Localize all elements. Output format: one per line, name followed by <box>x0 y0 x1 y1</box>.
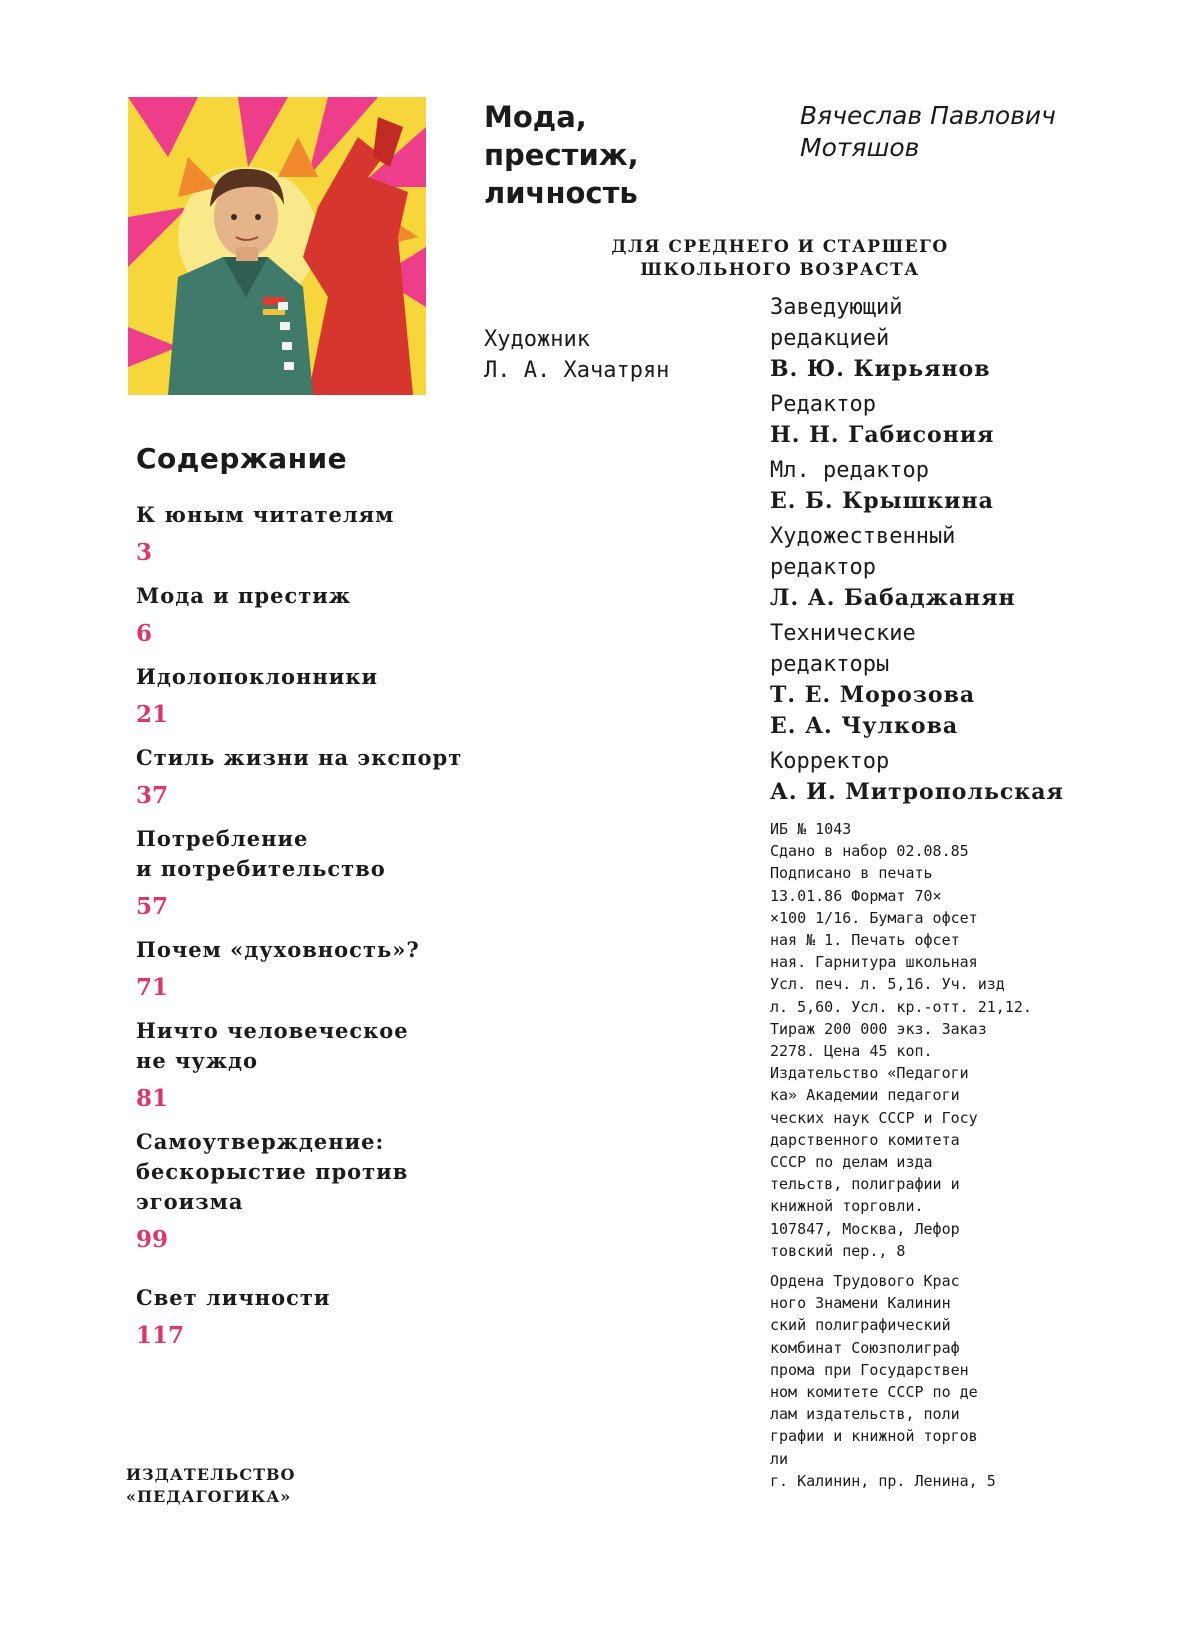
toc-title-line: Самоутверждение: <box>136 1129 385 1154</box>
staff-role: Корректор <box>770 749 890 774</box>
staff-role: Мл. редактор <box>770 458 929 483</box>
toc-page-number: 37 <box>136 782 169 809</box>
contents-heading: Содержание <box>136 442 348 475</box>
staff-block <box>770 618 1190 742</box>
toc-title-line: и потребительство <box>136 856 386 881</box>
author-name <box>800 100 1180 164</box>
staff-name: Е. Б. Крышкина <box>770 488 994 514</box>
toc-page-number: 81 <box>136 1085 169 1112</box>
toc-title-line: Почем «духовность»? <box>136 937 420 962</box>
toc-item <box>136 935 496 1003</box>
printer-line: г. Калинин, пр. Ленина, 5 <box>770 1471 996 1490</box>
toc-title <box>136 1016 496 1076</box>
staff-name: В. Ю. Кирьянов <box>770 356 991 382</box>
printer-line: Ордена Трудового Крас <box>770 1272 960 1291</box>
toc-title-line: эгоизма <box>136 1189 244 1214</box>
toc-title <box>136 500 496 530</box>
staff-name: Л. А. Бабаджанян <box>770 585 1016 611</box>
printer-line: лам издательств, поли <box>770 1405 960 1424</box>
imprint-line: ческих наук СССР и Госу <box>770 1108 978 1127</box>
imprint-line: ИБ № 1043 <box>770 820 852 838</box>
imprint-line: товский пер., 8 <box>770 1241 906 1260</box>
toc-item <box>136 1283 496 1351</box>
book-title-line: престиж, <box>484 138 639 172</box>
staff-name: Т. Е. Морозова <box>770 682 976 708</box>
toc-page-number: 6 <box>136 620 153 647</box>
staff-role: редакторы <box>770 652 890 677</box>
imprint-line: тельств, полиграфии и <box>770 1175 960 1194</box>
staff-credits <box>770 292 1190 812</box>
staff-role: Заведующий <box>770 295 903 320</box>
imprint-line: СССР по делам изда <box>770 1153 933 1172</box>
toc-title-line: бескорыстие против <box>136 1159 409 1184</box>
imprint-line: дарственного комитета <box>770 1130 960 1149</box>
toc-item <box>136 1127 496 1255</box>
author-line: Вячеслав Павлович <box>800 101 1056 130</box>
toc-title <box>136 1283 496 1313</box>
toc-item <box>136 581 496 649</box>
printer-line: прома при Государствен <box>770 1360 969 1379</box>
toc-title <box>136 1127 496 1217</box>
staff-role: Редактор <box>770 392 876 417</box>
audience-note <box>560 236 1000 282</box>
toc-title-line: Ничто человеческое <box>136 1018 409 1043</box>
publisher-line: «ПЕДАГОГИКА» <box>126 1487 292 1506</box>
toc-title-line: Свет личности <box>136 1285 331 1310</box>
printer-line: ли <box>770 1449 789 1468</box>
toc-page-number: 99 <box>136 1226 169 1253</box>
staff-block <box>770 521 1190 614</box>
printer-line: ного Знамени Калинин <box>770 1294 951 1313</box>
toc-page-number: 21 <box>136 701 169 728</box>
imprint-line: Подписано в печать <box>770 864 933 883</box>
staff-name: Н. Н. Габисония <box>770 422 995 448</box>
toc-page-number: 71 <box>136 974 169 1001</box>
imprint-line: Тираж 200 000 экз. Заказ <box>770 1019 987 1038</box>
toc-item <box>136 743 496 811</box>
staff-block <box>770 746 1190 808</box>
imprint-line: Усл. печ. л. 5,16. Уч. изд <box>770 975 1005 994</box>
imprint-line: 2278. Цена 45 коп. <box>770 1042 933 1061</box>
imprint-line: ка» Академии педагоги <box>770 1086 960 1105</box>
artist-role: Художник <box>484 327 590 352</box>
staff-role: редакцией <box>770 326 890 351</box>
printer-line: ном комитете СССР по де <box>770 1383 978 1402</box>
toc-title <box>136 581 496 611</box>
toc-title <box>136 743 496 773</box>
staff-block <box>770 389 1190 451</box>
toc-item <box>136 824 496 922</box>
book-title <box>484 98 734 212</box>
toc-title-line: К юным читателям <box>136 502 395 527</box>
staff-role: Художественный <box>770 524 956 549</box>
printer-line: комбинат Союзполиграф <box>770 1338 960 1357</box>
imprint-line: ная № 1. Печать офсет <box>770 931 960 950</box>
imprint-line: ная. Гарнитура школьная <box>770 953 978 972</box>
staff-block <box>770 292 1190 385</box>
staff-role: Технические <box>770 621 916 646</box>
toc-item <box>136 1016 496 1114</box>
toc-title-line: Мода и престиж <box>136 583 352 608</box>
imprint-line: л. 5,60. Усл. кр.-отт. 21,12. <box>770 997 1032 1016</box>
author-line: Мотяшов <box>800 133 920 162</box>
toc-title <box>136 662 496 692</box>
toc-item <box>136 662 496 730</box>
imprint-line: 107847, Москва, Лефор <box>770 1219 960 1238</box>
staff-name: А. И. Митропольская <box>770 779 1064 805</box>
publisher-line: ИЗДАТЕЛЬСТВО <box>126 1465 296 1484</box>
toc-title-line: Идолопоклонники <box>136 664 379 689</box>
printer-line: графии и книжной торгов <box>770 1427 978 1446</box>
staff-role: редактор <box>770 555 876 580</box>
imprint-line: Сдано в набор 02.08.85 <box>770 842 969 861</box>
toc-title-line: Потребление <box>136 826 309 851</box>
toc-title <box>136 824 496 884</box>
toc-title-line: не чуждо <box>136 1048 259 1073</box>
imprint-line: ×100 1/16. Бумага офсет <box>770 908 978 927</box>
book-title-line: Мода, <box>484 100 587 134</box>
imprint-line: 13.01.86 Формат 70× <box>770 886 942 905</box>
cover-illustration <box>128 97 426 395</box>
toc-page-number: 3 <box>136 539 153 566</box>
artist-credit <box>484 324 754 386</box>
imprint <box>770 818 1070 1492</box>
toc-item <box>136 500 496 568</box>
staff-block <box>770 455 1190 517</box>
staff-name: Е. А. Чулкова <box>770 713 959 739</box>
publisher-name <box>126 1464 295 1508</box>
toc-page-number: 57 <box>136 893 169 920</box>
audience-line: ДЛЯ СРЕДНЕГО И СТАРШЕГО <box>611 237 949 257</box>
imprint-line: книжной торговли. <box>770 1197 924 1216</box>
toc-title <box>136 935 496 965</box>
toc-page-number: 117 <box>136 1322 185 1349</box>
printer-line: ский полиграфический <box>770 1316 951 1335</box>
audience-line: ШКОЛЬНОГО ВОЗРАСТА <box>640 260 920 280</box>
artist-name: Л. А. Хачатрян <box>484 358 670 383</box>
toc-title-line: Стиль жизни на экспорт <box>136 745 463 770</box>
book-title-line: личность <box>484 176 638 210</box>
imprint-line: Издательство «Педагоги <box>770 1064 969 1083</box>
